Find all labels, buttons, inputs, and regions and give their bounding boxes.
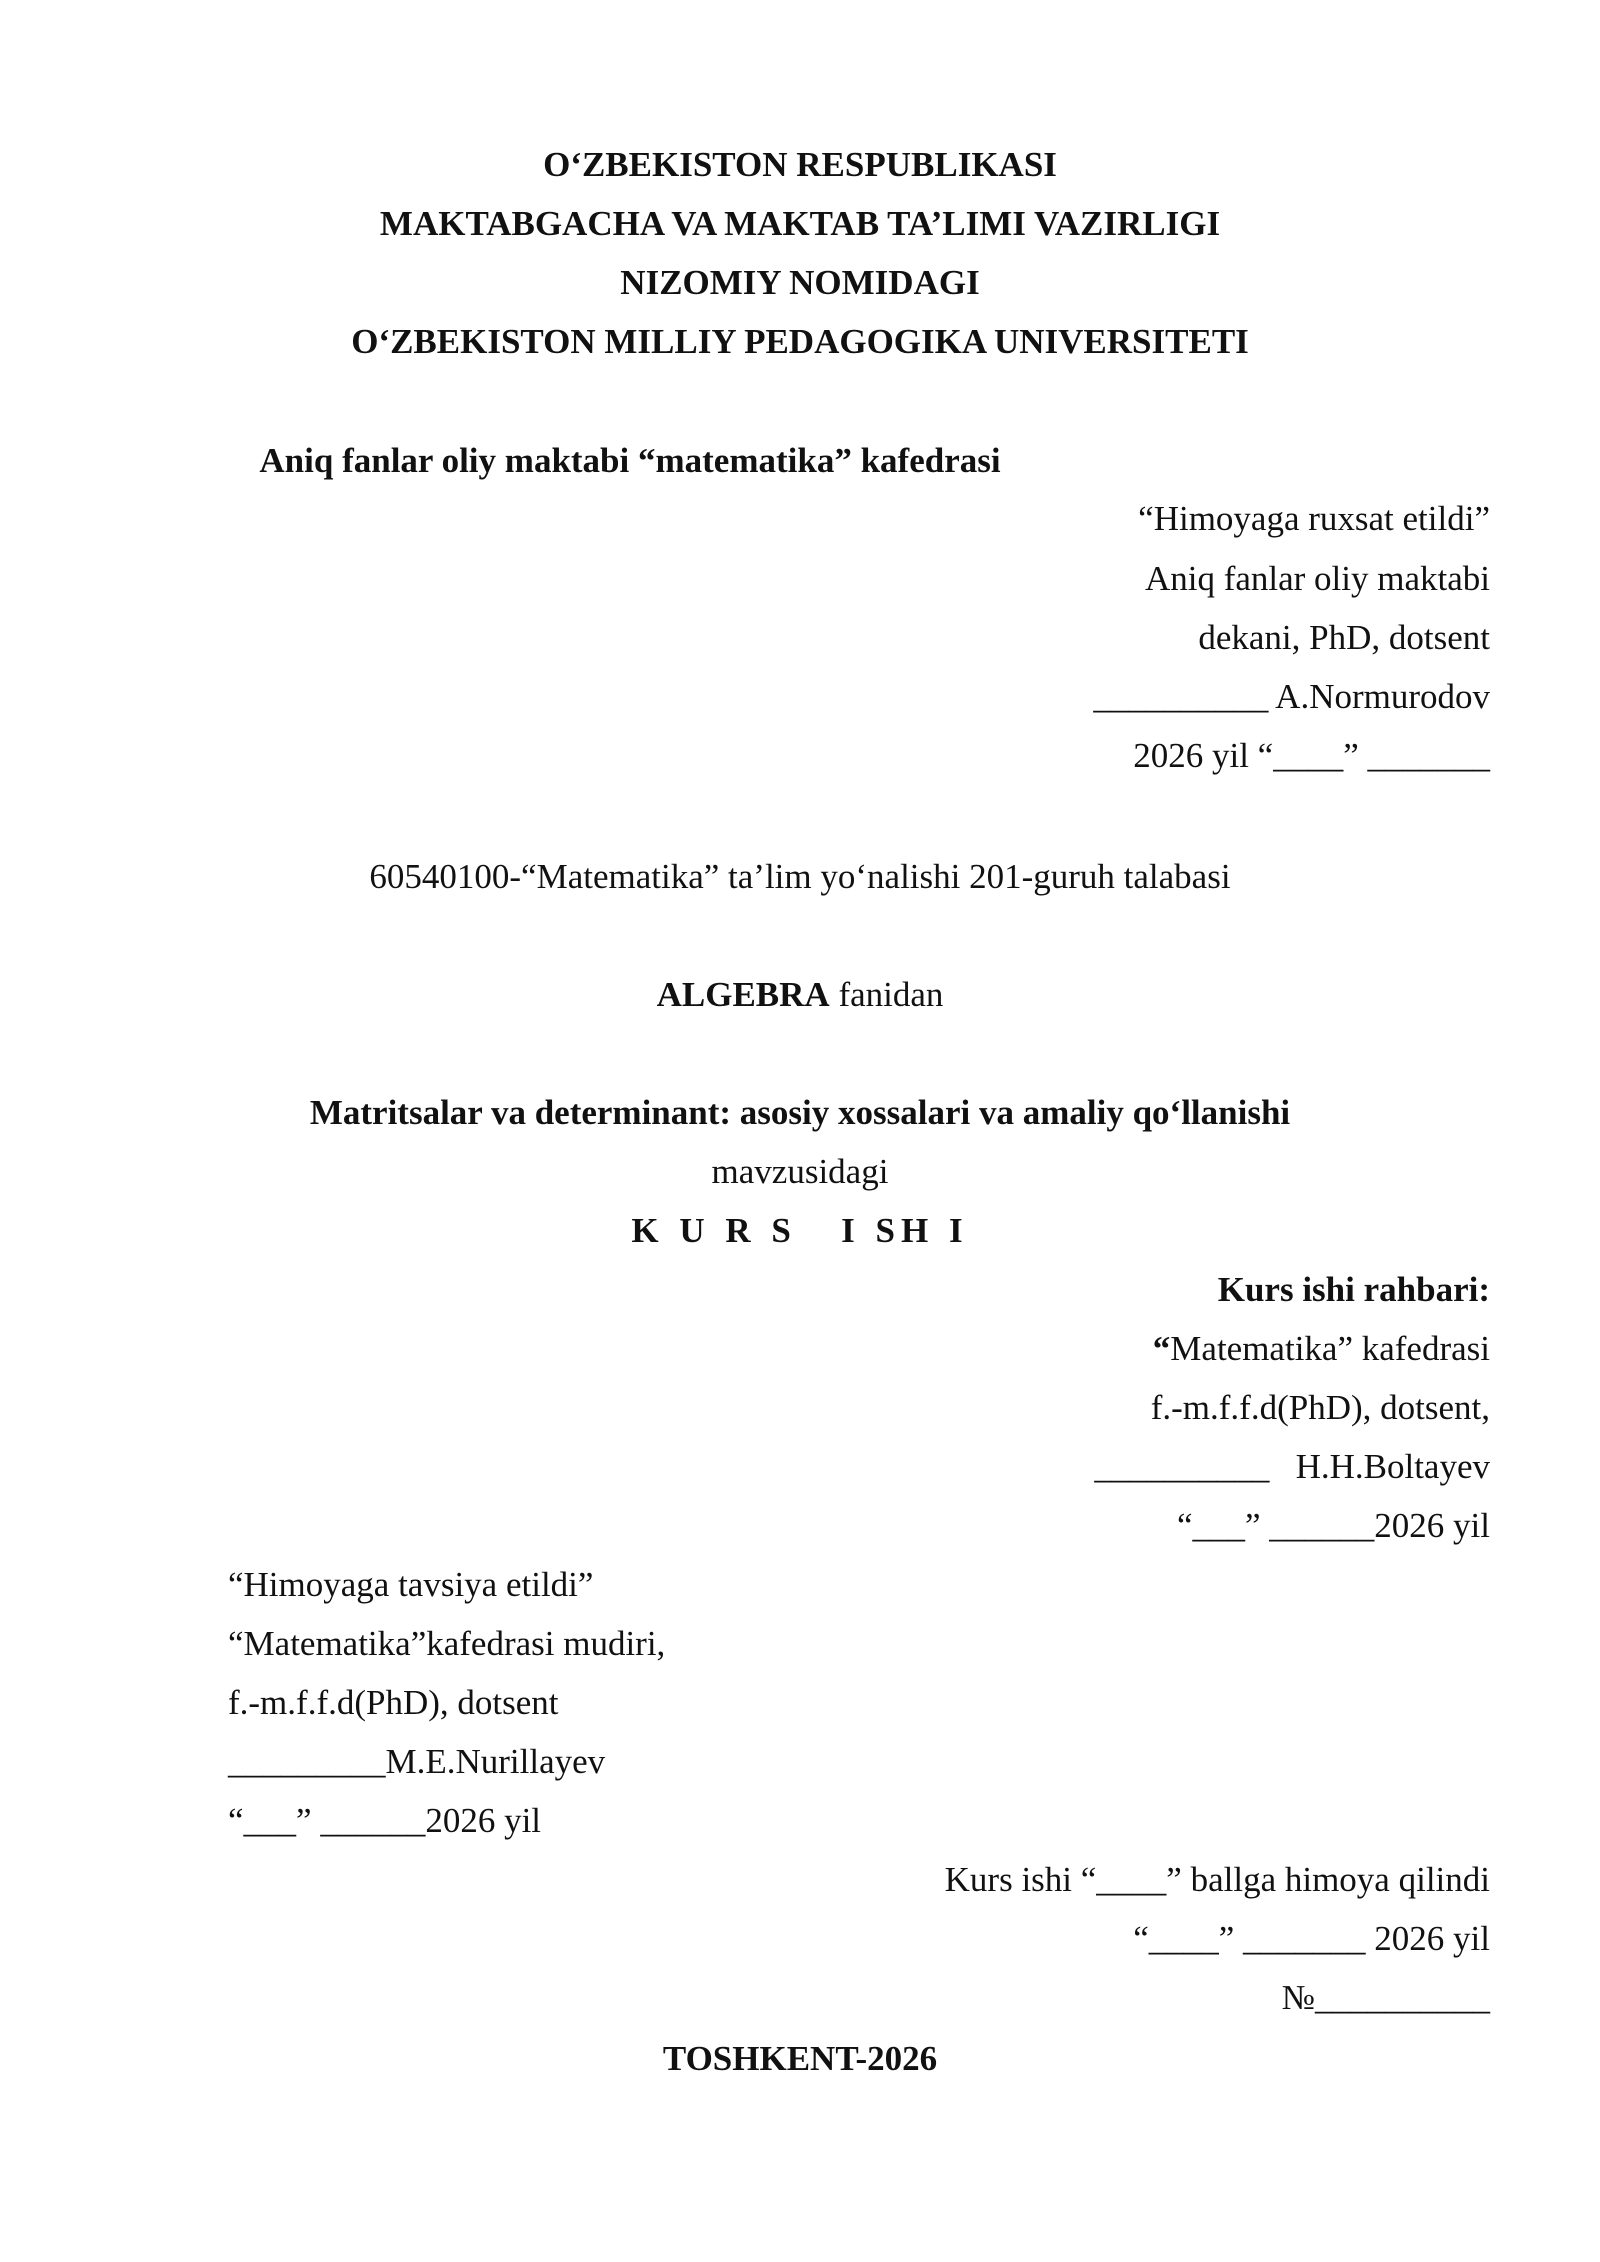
header-line-3: NIZOMIY NOMIDAGI — [620, 263, 980, 302]
recommendation-degree: f.-m.f.f.d(PhD), dotsent — [228, 1683, 559, 1722]
supervisor-quote: “ — [1152, 1329, 1171, 1368]
approval-date: 2026 yil “____” _______ — [1133, 736, 1490, 775]
department-title: Aniq fanlar oliy maktabi “matematika” kafedrasi — [259, 441, 1001, 480]
approval-heading: “Himoyaga ruxsat etildi” — [1138, 499, 1490, 538]
supervisor-degree: f.-m.f.f.d(PhD), dotsent, — [1150, 1388, 1490, 1427]
topic-title: Matritsalar va determinant: asosiy xossalari va amaliy qo‘llanishi — [309, 1093, 1291, 1132]
topic-suffix: mavzusidagi — [711, 1152, 889, 1191]
approval-signature: __________ A.Normurodov — [1093, 677, 1490, 716]
header-line-4: O‘ZBEKISTON MILLIY PEDAGOGIKA UNIVERSITETI — [351, 322, 1249, 361]
header-line-1: O‘ZBEKISTON RESPUBLIKASI — [543, 145, 1057, 184]
defense-date: “____” _______ 2026 yil — [1133, 1919, 1490, 1958]
header-line-2: MAKTABGACHA VA MAKTAB TA’LIMI VAZIRLIGI — [379, 204, 1221, 243]
supervisor-date: “___” ______2026 yil — [1176, 1506, 1490, 1545]
supervisor-dept — [1153, 1328, 1490, 1370]
work-type: K U R S I SH I — [631, 1211, 969, 1250]
subject-name: ALGEBRA — [656, 975, 830, 1014]
supervisor-dept-text: Matematika” kafedrasi — [1170, 1329, 1490, 1368]
supervisor-signature: __________ H.H.Boltayev — [1094, 1447, 1490, 1486]
recommendation-heading: “Himoyaga tavsiya etildi” — [228, 1565, 594, 1604]
approval-school: Aniq fanlar oliy maktabi — [1144, 559, 1490, 598]
city-year: TOSHKENT-2026 — [662, 2039, 938, 2078]
approval-dean: dekani, PhD, dotsent — [1198, 618, 1490, 657]
recommendation-date: “___” ______2026 yil — [228, 1801, 542, 1840]
subject-suffix: fanidan — [829, 975, 944, 1014]
recommendation-head: “Matematika”kafedrasi mudiri, — [228, 1624, 666, 1663]
recommendation-signature: _________M.E.Nurillayev — [228, 1742, 606, 1781]
supervisor-heading: Kurs ishi rahbari: — [1217, 1270, 1490, 1309]
subject-line — [0, 974, 1600, 1016]
student-line: 60540100-“Matematika” ta’lim yo‘nalishi 201-guruh talabasi — [369, 857, 1231, 896]
defense-number: №__________ — [1281, 1978, 1490, 2017]
defense-score: Kurs ishi “____” ballga himoya qilindi — [944, 1860, 1490, 1899]
